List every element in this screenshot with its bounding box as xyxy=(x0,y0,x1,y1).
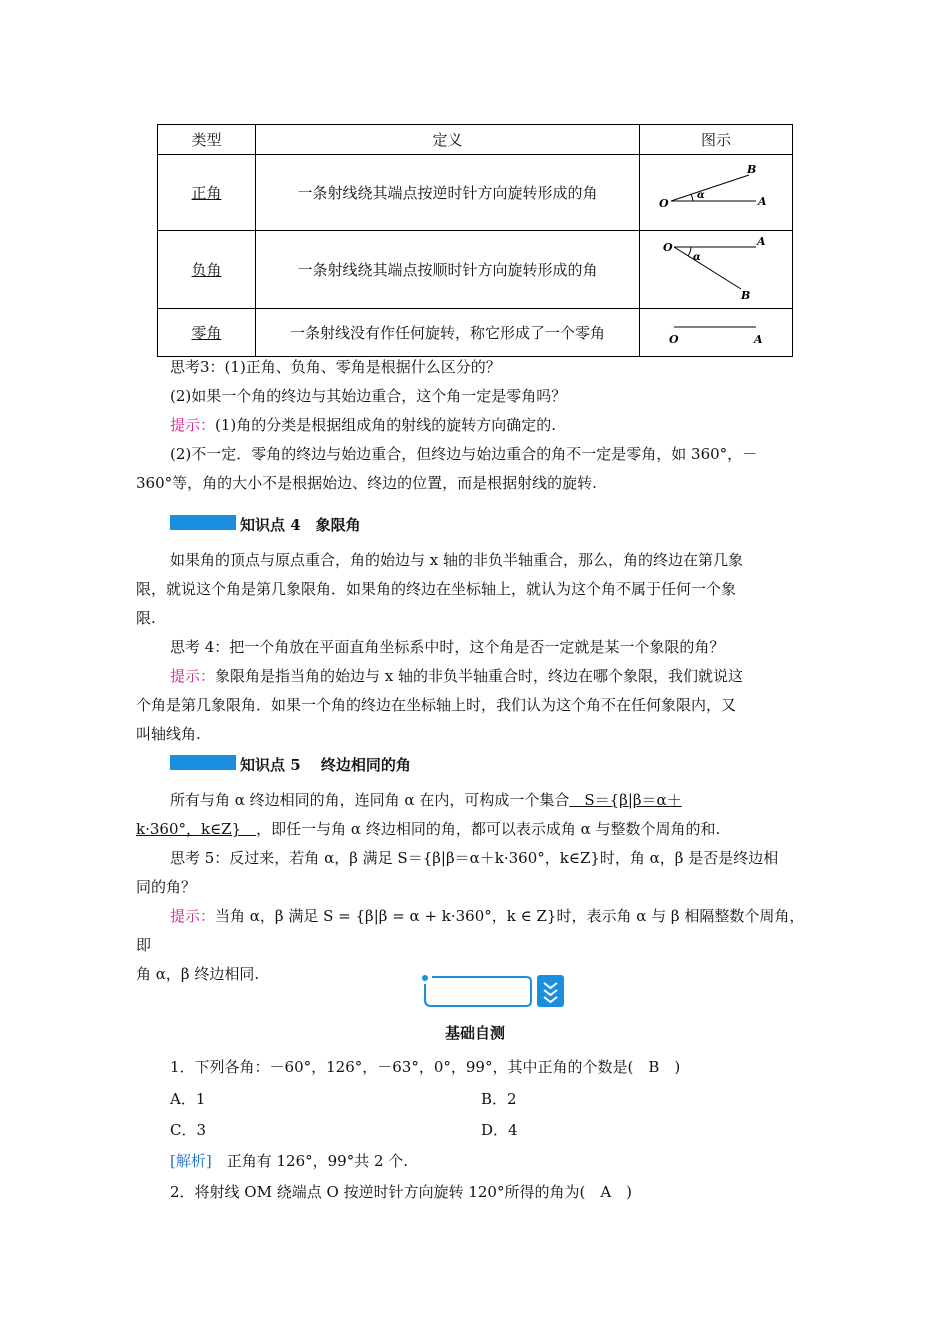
definition-negative: 一条射线绕其端点按顺时针方向旋转形成的角 xyxy=(256,231,640,309)
definition-zero: 一条射线没有作任何旋转，称它形成了一个零角 xyxy=(256,309,640,357)
label-a: A xyxy=(758,194,767,208)
hint-label: 提示： xyxy=(170,667,216,685)
kp4-title: 知识点 4 象限角 xyxy=(240,516,361,534)
kp4-body-line2: 限，就说这个角是第几象限角．如果角的终边在坐标轴上，就认为这个角不属于任何一个象 xyxy=(136,580,737,598)
kp5-marker-bar xyxy=(170,755,236,770)
kp4-block xyxy=(136,546,814,749)
think3-q2: (2)如果一个角的终边与其始边重合，这个角一定是零角吗？ xyxy=(170,387,567,405)
q1-option-b: B．2 xyxy=(481,1090,517,1108)
kp4-hint-line1 xyxy=(136,662,814,691)
q1-option-d: D．4 xyxy=(481,1121,518,1139)
section-banner-icon xyxy=(418,972,568,1012)
kp5-think-line1: 思考 5：反过来，若角 α，β 满足 S＝{β|β＝α＋k·360°，k∈Z}时，角 α，β 是否是终边相 xyxy=(170,849,779,867)
kp4-hint-line2: 个角是第几象限角．如果一个角的终边在坐标轴上时，我们认为这个角不在任何象限内，又 xyxy=(136,696,737,714)
table-row xyxy=(158,309,793,357)
table-header-type: 类型 xyxy=(158,125,256,155)
label-b: B xyxy=(741,288,751,302)
q1-analysis xyxy=(170,1150,408,1171)
hint-text: 当角 α，β 满足 S = {β|β = α + k·360°，k ∈ Z}时，表示角 α 与 β 相隔整数个周角，即 xyxy=(136,907,805,954)
kp5-body-line2 xyxy=(136,815,814,844)
positive-angle-diagram xyxy=(641,161,791,221)
q1-stem: 1．下列各角：－60°，126°，－63°，0°，99°，其中正角的个数是( B ) xyxy=(170,1058,681,1076)
label-alpha: α xyxy=(697,189,705,201)
analysis-text: 正角有 126°，99°共 2 个. xyxy=(211,1152,409,1170)
section-title: 基础自测 xyxy=(444,1024,505,1042)
table-header-diagram: 图示 xyxy=(640,125,793,155)
label-o: O xyxy=(669,332,679,346)
kp4-marker-bar xyxy=(170,515,236,530)
analysis-label: [解析] xyxy=(170,1152,212,1170)
q1-option-a: A．1 xyxy=(170,1090,206,1108)
diagram-zero xyxy=(640,309,793,357)
kp5-hint-line2: 角 α，β 终边相同. xyxy=(136,965,260,983)
hint-text: (1)角的分类是根据组成角的射线的旋转方向确定的. xyxy=(215,416,557,434)
table-header-definition: 定义 xyxy=(256,125,640,155)
kp4-body-line3: 限. xyxy=(136,609,156,627)
kp5-title: 知识点 5 终边相同的角 xyxy=(240,756,411,774)
think3-answer1 xyxy=(136,411,814,440)
type-negative: 负角 xyxy=(191,261,222,279)
negative-angle-diagram xyxy=(641,233,791,303)
kp5-blank-2: k·360°，k∈Z} xyxy=(136,820,257,838)
type-zero: 零角 xyxy=(191,324,222,342)
label-a: A xyxy=(754,332,763,346)
kp5-block xyxy=(136,786,814,989)
q1-option-c: C．3 xyxy=(170,1121,207,1139)
hint-text: 象限角是指当角的始边与 x 轴的非负半轴重合时，终边在哪个象限，我们就说这 xyxy=(215,667,744,685)
kp4-hint-line3: 叫轴线角. xyxy=(136,725,201,743)
diagram-negative xyxy=(640,231,793,309)
diagram-positive xyxy=(640,155,793,231)
label-b: B xyxy=(747,162,757,176)
kp4-think: 思考 4：把一个角放在平面直角坐标系中时，这个角是否一定就是某一个象限的角？ xyxy=(170,638,725,656)
think3-block xyxy=(136,353,814,498)
kp5-think-line2: 同的角？ xyxy=(136,878,197,896)
kp4-body-line1: 如果角的顶点与原点重合，角的始边与 x 轴的非负半轴重合，那么，角的终边在第几象 xyxy=(170,551,743,569)
think3-answer2-line2: 360°等，角的大小不是根据始边、终边的位置，而是根据射线的旋转. xyxy=(136,474,597,492)
label-o: O xyxy=(659,196,669,210)
kp5-hint-line1 xyxy=(136,902,814,960)
type-positive: 正角 xyxy=(191,184,222,202)
think3-answer2-line1: (2)不一定．零角的终边与始边重合，但终边与始边重合的角不一定是零角，如 360°，－ xyxy=(170,445,758,463)
q2-stem: 2．将射线 OM 绕端点 O 按逆时针方向旋转 120°所得的角为( A ) xyxy=(170,1183,633,1201)
definition-positive: 一条射线绕其端点按逆时针方向旋转形成的角 xyxy=(256,155,640,231)
kp5-body-post: ，即任一与角 α 终边相同的角，都可以表示成角 α 与整数个周角的和. xyxy=(256,820,721,838)
angle-types-table xyxy=(157,124,793,357)
zero-angle-diagram xyxy=(641,311,791,351)
label-o: O xyxy=(663,240,673,254)
kp5-blank-1: S＝{β|β＝α＋ xyxy=(569,791,682,809)
kp5-body-pre: 所有与角 α 终边相同的角，连同角 α 在内，可构成一个集合 xyxy=(170,791,570,809)
label-alpha: α xyxy=(693,251,701,263)
table-row xyxy=(158,155,793,231)
kp5-body-line1 xyxy=(136,786,814,815)
hint-label: 提示： xyxy=(170,416,216,434)
think3-q1: 思考3：(1)正角、负角、零角是根据什么区分的？ xyxy=(170,358,501,376)
label-a: A xyxy=(757,234,766,248)
hint-label: 提示： xyxy=(170,907,216,925)
table-row xyxy=(158,231,793,309)
